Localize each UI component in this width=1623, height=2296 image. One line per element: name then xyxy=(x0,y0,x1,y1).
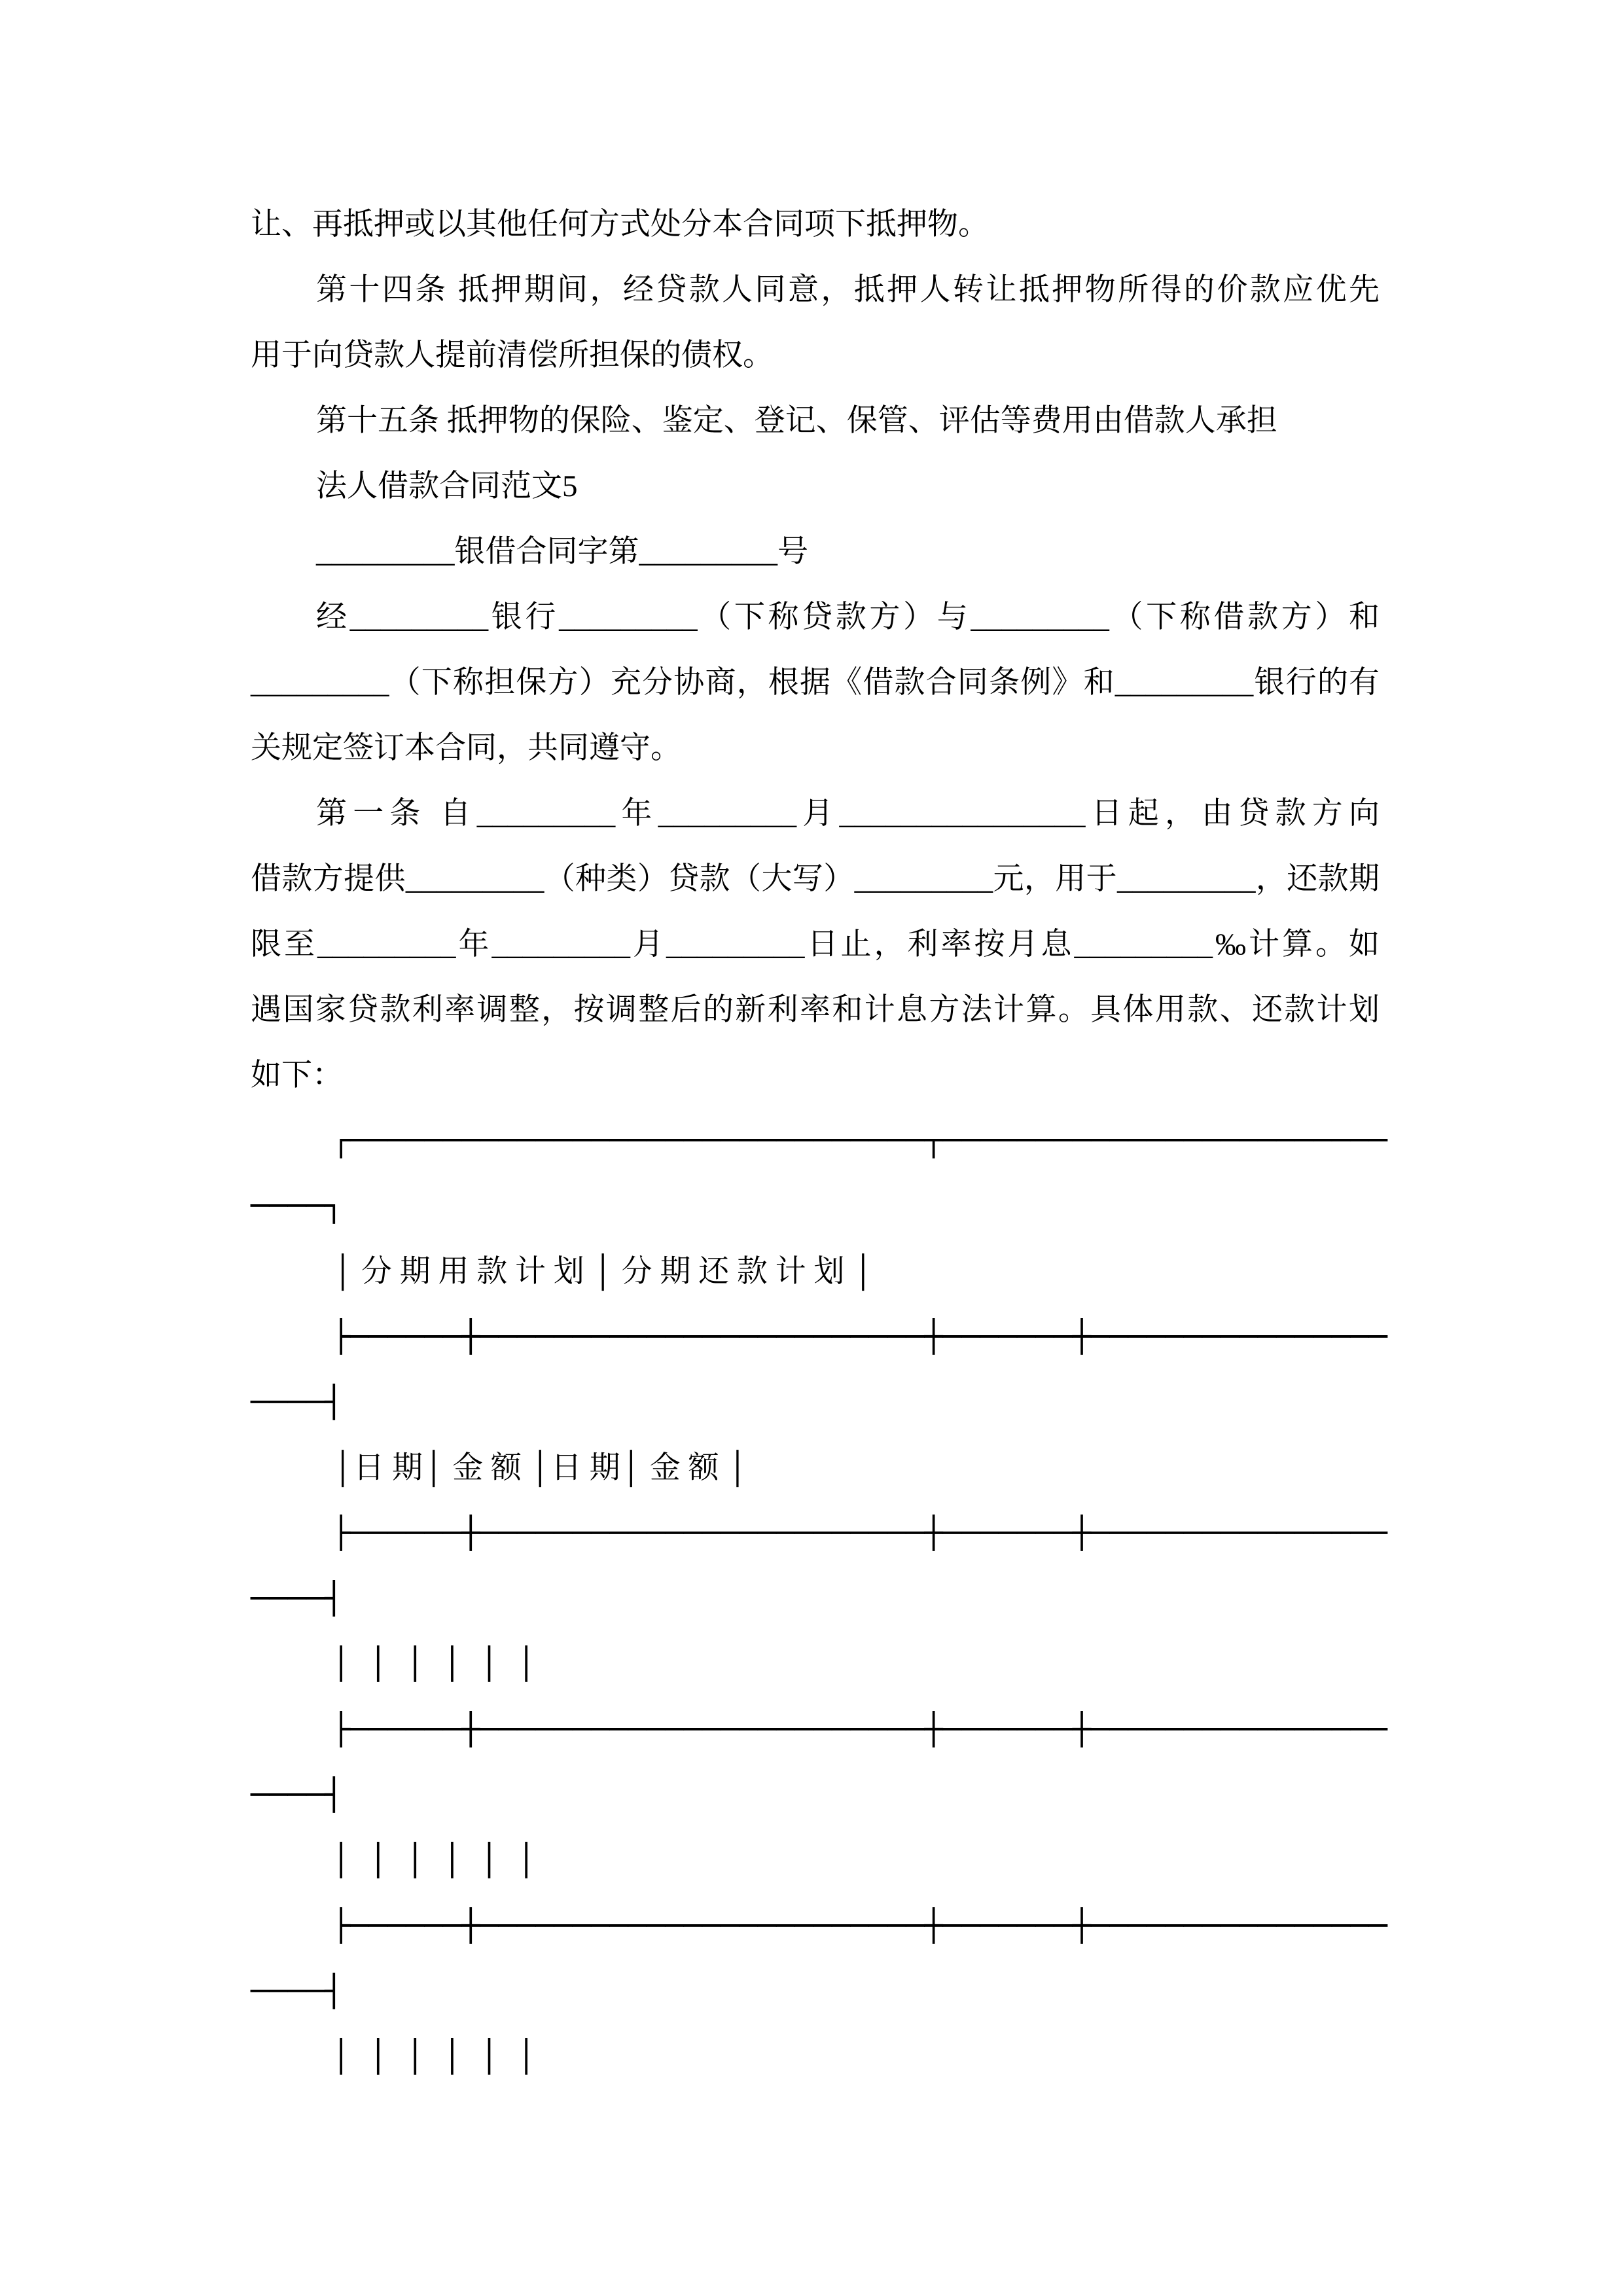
text-line: 法人借款合同范文5 xyxy=(316,469,578,503)
table-art-line: ┌───────────────────────────────┬──────────────────────── xyxy=(332,1122,1387,1158)
text-line: 第一条 自_________年_________月________________日起，由贷款方向 xyxy=(316,797,1380,831)
table-art xyxy=(251,1108,1387,2090)
text-line: 限至_________年_________月_________日止，利率按月息_________‰计算。如 xyxy=(251,927,1380,961)
text-line: 经_________银行_________（下称贷款方）与_________（下称借款方）和 xyxy=(316,600,1380,634)
table-art-line: ├──────┼────────────────────────┼───────┼──────────────── xyxy=(332,1712,1387,1748)
table-art-line: ────┤ xyxy=(251,1581,344,1617)
table-art-line: │ 分 期 用 款 计 划 │ 分 期 还 款 计 划 │ xyxy=(332,1255,874,1289)
table-art-line: ├──────┼────────────────────────┼───────┼──────────────── xyxy=(332,1908,1387,1944)
table-art-line: │日 期│ 金 额 │日 期│ 金 额 │ xyxy=(332,1451,749,1485)
text-line: 遇国家贷款利率调整，按调整后的新利率和计息方法计算。具体用款、还款计划 xyxy=(251,993,1380,1027)
text-line: _________（下称担保方）充分协商，根据《借款合同条例》和_________银行的有 xyxy=(251,666,1380,700)
text-line: 借款方提供_________（种类）贷款（大写）_________元，用于_________，还款期 xyxy=(251,862,1380,896)
table-art-line: │ │ │ │ │ │ xyxy=(332,2039,536,2075)
table-art-line: ├──────┼────────────────────────┼───────┼──────────────── xyxy=(332,1515,1387,1551)
text-line: 用于向贷款人提前清偿所担保的债权。 xyxy=(251,338,774,372)
text-line: 第十四条 抵押期间，经贷款人同意，抵押人转让抵押物所得的价款应优先 xyxy=(316,273,1380,307)
document-lines xyxy=(251,192,1380,1108)
table-art-line: │ │ │ │ │ │ xyxy=(332,1842,536,1878)
table-art-line: ────┤ xyxy=(251,1777,344,1813)
text-line: 关规定签订本合同，共同遵守。 xyxy=(251,731,681,765)
table-art-line: │ │ │ │ │ │ xyxy=(332,1646,536,1682)
text-line: 让、再抵押或以其他任何方式处分本合同项下抵押物。 xyxy=(251,207,989,242)
text-line: 第十五条 抵押物的保险、鉴定、登记、保管、评估等费用由借款人承担 xyxy=(316,404,1277,438)
text-line: 如下： xyxy=(251,1058,343,1092)
table-art-line: ├──────┼────────────────────────┼───────┼──────────────── xyxy=(332,1319,1387,1355)
text-line: _________银借合同字第_________号 xyxy=(316,535,808,569)
table-art-line: ────┤ xyxy=(251,1384,344,1420)
table-art-line: ────┐ xyxy=(251,1188,344,1224)
table-art-line: ────┤ xyxy=(251,1973,344,2009)
